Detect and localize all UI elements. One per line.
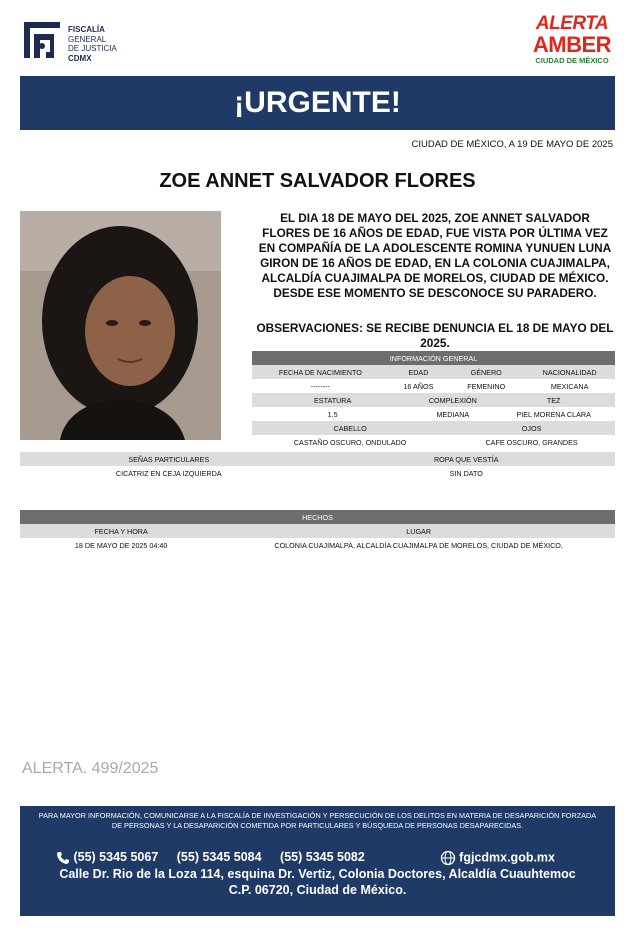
header-eyes: OJOS (521, 423, 542, 433)
header-gender: GÉNERO (470, 367, 502, 377)
org-name-line4: CDMX (68, 53, 92, 63)
value-build: MEDIANA (436, 409, 470, 419)
header-marks: SEÑAS PARTICULARES (128, 454, 210, 464)
amber-logo-line3: CIUDAD DE MÉXICO (535, 56, 609, 65)
phone-icon (56, 851, 70, 865)
header-build: COMPLEXIÓN (428, 395, 477, 405)
value-height: 1.5 (327, 409, 338, 419)
amber-logo-line1: ALERTA (535, 13, 609, 34)
value-hair: CASTAÑO OSCURO, ONDULADO (293, 437, 407, 447)
website (440, 850, 555, 866)
header-place: LUGAR (406, 526, 432, 536)
value-marks: CICATRIZ EN CEJA IZQUIERDA (115, 468, 222, 478)
person-portrait-icon (20, 211, 221, 440)
general-info-title: INFORMACIÓN GENERAL (252, 351, 615, 365)
contact-footer (20, 806, 615, 916)
person-name: ZOE ANNET SALVADOR FLORES (159, 170, 476, 192)
facts-table (20, 510, 615, 552)
date-line: CIUDAD DE MÉXICO, A 19 DE MAYO DE 2025 (411, 139, 613, 150)
urgent-banner: ¡URGENTE! (20, 76, 615, 130)
address-line2: C.P. 06720, Ciudad de México. (228, 883, 407, 897)
address-line1: Calle Dr. Rio de la Loza 114, esquina Dr. Vertiz, Colonia Doctores, Alcaldía Cuauhtemoc (59, 867, 576, 881)
header-birth-date: FECHA DE NACIMIENTO (278, 367, 362, 377)
footer-note: PARA MAYOR INFORMACIÓN, COMUNICARSE A LA FISCALÍA DE INVESTIGACIÓN Y PERSECUCIÓN DE LOS DELITOS EN MATERIA DE DESAPARICIÓN FORZADA DE PERSONAS Y LA DESAPARICIÓN COMETIDA POR PARTICULARES Y BÚSQUEDA DE PERSONAS DESAPARECIDAS. (38, 811, 597, 830)
header-hair: CABELLO (333, 423, 367, 433)
value-skin: PIEL MORENA CLARA (516, 409, 591, 419)
amber-logo-line2: AMBER (532, 32, 612, 57)
header-skin: TEZ (546, 395, 561, 405)
header-nationality: NACIONALIDAD (542, 367, 597, 377)
fgj-logo (20, 18, 130, 70)
phone-number-2[interactable]: (55) 5345 5084 (176, 850, 262, 864)
header-clothes: ROPA QUE VESTÍA (433, 454, 499, 464)
org-name-line1: FISCALÍA (68, 25, 105, 34)
value-clothes: SIN DATO (449, 468, 483, 478)
globe-icon (440, 850, 456, 866)
alert-number: ALERTA. 499/2025 (22, 760, 159, 777)
header-height: ESTATURA (314, 395, 352, 405)
value-age: 16 AÑOS (403, 381, 434, 391)
footer-address (20, 866, 615, 898)
org-name-line3: DE JUSTICIA (68, 44, 117, 53)
amber-alert-logo (527, 14, 617, 74)
case-description: EL DIA 18 DE MAYO DEL 2025, ZOE ANNET SALVADOR FLORES DE 16 AÑOS DE EDAD, FUE VISTA POR ÚLTIMA VEZ EN COMPAÑÍA DE LA ADOLESCENTE ROMINA YUNUEN LUNA GIRON DE 16 AÑOS DE EDAD, EN LA COLONIA CUAJIMALPA, ALCALDÍA CUAJIMALPA DE MORELOS, CIUDAD DE MÉXICO. DESDE ESE MOMENTO SE DESCONOCE SU PARADERO. (258, 211, 612, 300)
general-info-table (252, 351, 615, 449)
value-nationality: MEXICANA (550, 381, 589, 391)
phone-list (56, 850, 380, 865)
phone-number-3[interactable]: (55) 5345 5082 (280, 850, 365, 864)
marks-clothes-table (20, 452, 615, 480)
person-photo (20, 211, 221, 440)
value-place: COLONIA CUAJIMALPA, ALCALDÍA CUAJIMALPA DE MORELOS, CIUDAD DE MÉXICO, (274, 540, 563, 550)
value-gender: FEMENINO (467, 381, 506, 391)
fgj-emblem-icon (20, 18, 64, 66)
website-link[interactable]: fgjcdmx.gob.mx (459, 850, 555, 865)
phone-number-1[interactable]: (55) 5345 5067 (73, 850, 159, 864)
header-age: EDAD (408, 367, 429, 377)
case-observations: OBSERVACIONES: SE RECIBE DENUNCIA EL 18 DE MAYO DEL 2025. (256, 321, 614, 350)
facts-title: HECHOS (20, 510, 615, 524)
value-eyes: CAFE OSCURO, GRANDES (485, 437, 578, 447)
value-datetime: 18 DE MAYO DE 2025 04:40 (74, 540, 168, 550)
org-name-line2: GENERAL (68, 34, 107, 44)
header-datetime: FECHA Y HORA (94, 526, 148, 536)
value-birth-date: -------- (310, 381, 330, 391)
